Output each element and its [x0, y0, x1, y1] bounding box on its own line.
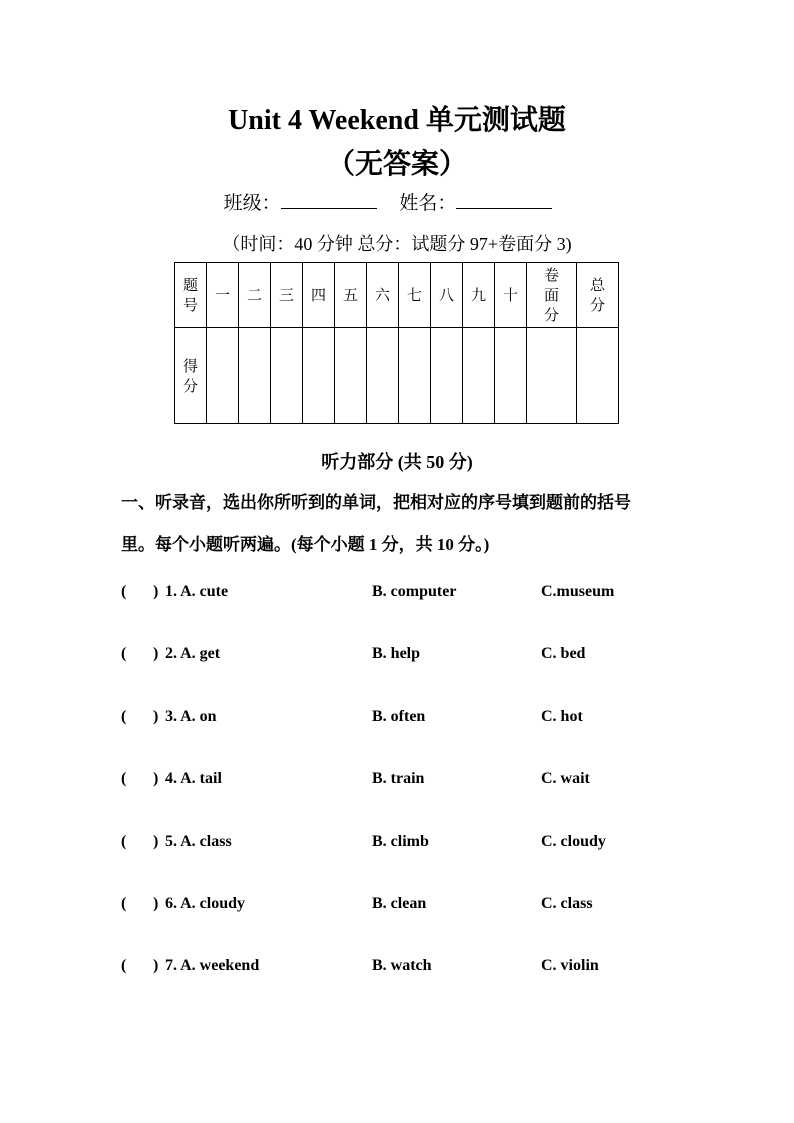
- option-a: 6. A. cloudy: [165, 895, 246, 912]
- col-header: 十: [495, 263, 527, 328]
- option-b: B. train: [372, 770, 425, 787]
- time-note: （时间：40 分钟 总分：试题分 97+卷面分 3): [222, 234, 572, 254]
- col-header: 九: [463, 263, 495, 328]
- student-info: [0, 188, 794, 215]
- class-blank[interactable]: [281, 190, 377, 209]
- question-item: [121, 957, 681, 979]
- page-subtitle: （无答案）: [326, 149, 467, 180]
- score-cell[interactable]: [399, 328, 431, 424]
- name-label: 姓名：: [399, 193, 457, 214]
- question-item: [121, 645, 681, 667]
- col-header: 三: [271, 263, 303, 328]
- instruction-line-2: 里。每个小题听两遍。(每个小题 1 分，共 10 分。): [121, 535, 490, 554]
- question-item: [121, 833, 681, 855]
- score-cell[interactable]: [207, 328, 239, 424]
- question-item: [121, 708, 681, 730]
- score-cell[interactable]: [577, 328, 619, 424]
- page-title: Unit 4 Weekend 单元测试题: [228, 105, 566, 136]
- option-c: C. class: [541, 895, 593, 912]
- col-header-total: 总分: [577, 263, 619, 328]
- score-cell[interactable]: [271, 328, 303, 424]
- score-cell[interactable]: [463, 328, 495, 424]
- option-a: 2. A. get: [165, 645, 221, 662]
- row-label-number: 题号: [175, 263, 207, 328]
- option-c: C. cloudy: [541, 833, 606, 850]
- answer-paren-left[interactable]: (: [121, 770, 127, 787]
- score-cell[interactable]: [239, 328, 271, 424]
- table-row-header: [175, 263, 619, 328]
- col-header: 七: [399, 263, 431, 328]
- answer-paren-left[interactable]: (: [121, 833, 127, 850]
- col-header: 五: [335, 263, 367, 328]
- option-b: B. clean: [372, 895, 427, 912]
- option-c: C.museum: [541, 583, 615, 600]
- option-a: 4. A. tail: [165, 770, 222, 787]
- score-cell[interactable]: [367, 328, 399, 424]
- option-a: 7. A. weekend: [165, 957, 260, 974]
- col-header: 八: [431, 263, 463, 328]
- answer-paren-left[interactable]: (: [121, 957, 127, 974]
- option-b: B. computer: [372, 583, 457, 600]
- score-table: [174, 262, 619, 424]
- score-cell[interactable]: [527, 328, 577, 424]
- question-item: [121, 770, 681, 792]
- answer-paren-left[interactable]: (: [121, 583, 127, 600]
- option-c: C. violin: [541, 957, 599, 974]
- option-b: B. help: [372, 645, 421, 662]
- option-c: C. hot: [541, 708, 583, 725]
- question-item: [121, 895, 681, 917]
- table-row-score: [175, 328, 619, 424]
- option-b: B. often: [372, 708, 426, 725]
- answer-paren-left[interactable]: (: [121, 645, 127, 662]
- col-header: 二: [239, 263, 271, 328]
- col-header-paper: 卷面分: [527, 263, 577, 328]
- col-header: 四: [303, 263, 335, 328]
- option-c: C. bed: [541, 645, 586, 662]
- score-cell[interactable]: [335, 328, 367, 424]
- answer-paren-right: ): [153, 708, 159, 725]
- row-label-score: 得分: [175, 328, 207, 424]
- answer-paren-right: ): [153, 833, 159, 850]
- option-a: 5. A. class: [165, 833, 232, 850]
- answer-paren-right: ): [153, 957, 159, 974]
- answer-paren-right: ): [153, 645, 159, 662]
- score-cell[interactable]: [303, 328, 335, 424]
- answer-paren-left[interactable]: (: [121, 895, 127, 912]
- answer-paren-left[interactable]: (: [121, 708, 127, 725]
- option-a: 1. A. cute: [165, 583, 229, 600]
- class-label: 班级：: [223, 193, 281, 214]
- score-cell[interactable]: [431, 328, 463, 424]
- option-b: B. watch: [372, 957, 432, 974]
- answer-paren-right: ): [153, 583, 159, 600]
- col-header: 一: [207, 263, 239, 328]
- col-header: 六: [367, 263, 399, 328]
- instruction-line-1: 一、听录音，选出你所听到的单词，把相对应的序号填到题前的括号: [121, 493, 631, 512]
- option-c: C. wait: [541, 770, 590, 787]
- option-b: B. climb: [372, 833, 429, 850]
- name-blank[interactable]: [456, 190, 552, 209]
- answer-paren-right: ): [153, 895, 159, 912]
- section-title: 听力部分 (共 50 分): [321, 452, 473, 472]
- score-cell[interactable]: [495, 328, 527, 424]
- question-item: [121, 583, 681, 605]
- answer-paren-right: ): [153, 770, 159, 787]
- option-a: 3. A. on: [165, 708, 217, 725]
